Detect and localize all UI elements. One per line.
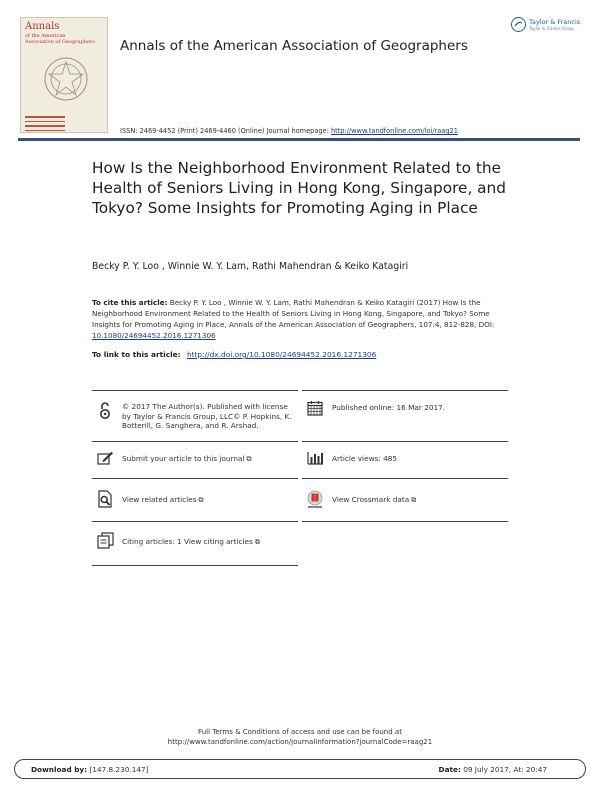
citation-label: To cite this article: [92,298,168,307]
issn-text: ISSN: 2469-4452 (Print) 2469-4460 (Online) Journal homepage: [120,127,329,135]
submit-article-link[interactable] [96,451,296,465]
crossmark-icon [307,490,323,509]
taylor-francis-logo-icon [511,17,526,32]
crossmark-link[interactable] [306,490,506,509]
submit-article-label: Submit your article to this journal [122,454,245,463]
publisher-logo[interactable] [511,17,580,32]
article-doi-link[interactable]: http://dx.doi.org/10.1080/24694452.2016.1271306 [186,350,377,359]
download-by-value: [147.8.230.147] [89,764,149,774]
external-link-icon: ⧉ [246,455,252,463]
info-rule-left-0 [92,390,298,391]
search-document-icon [98,490,112,508]
journal-homepage-link[interactable]: http://www.tandfonline.com/loi/raag21 [330,127,458,135]
info-rule-left-1 [92,441,298,442]
terms-notice [0,727,600,747]
open-access-icon [99,402,111,420]
license-text: © 2017 The Author(s). Published with license by Taylor & Francis Group, LLC© P. Hopkins, K. Botterill, G. Sanghera, and R. Arshad. [122,402,292,430]
edit-icon [97,451,114,465]
citation-block [92,297,512,341]
citing-articles-link[interactable] [96,532,296,549]
terms-line: Full Terms & Conditions of access and use can be found at [198,728,402,736]
header-divider [18,138,580,141]
download-info-bar [14,759,586,779]
article-views-text: Article views: 485 [332,454,398,463]
external-link-icon: ⧉ [411,496,417,504]
bar-chart-icon [307,451,324,465]
info-rule-right-0 [302,390,508,391]
info-rule-right-1 [302,441,508,442]
related-articles-link[interactable] [96,490,296,508]
publisher-sub: Taylor & Francis Group [529,25,574,31]
crossmark-label: View Crossmark data [332,495,410,504]
cover-title: Annals [25,21,60,32]
published-cell [306,400,506,416]
download-date-label: Date: [438,764,461,774]
external-link-icon: ⧉ [198,496,204,504]
published-online-text: Published online: 16 Mar 2017. [332,403,446,412]
journal-cover-thumbnail [20,17,108,133]
publisher-name: Taylor & Francis [529,17,581,26]
article-link-line [92,350,376,359]
cover-subtitle: of the American Association of Geographers [25,33,95,45]
citing-articles-icon [97,532,114,549]
info-rule-right-2 [302,478,508,479]
article-authors: Becky P. Y. Loo , Winnie W. Y. Lam, Rathi Mahendran & Keiko Katagiri [92,261,409,272]
citation-text: Becky P. Y. Loo , Winnie W. Y. Lam, Rathi Mahendran & Keiko Katagiri (2017) How Is the Neighborhood Environment Related to the Health of Seniors Living in Hong Kong, Singapore, and Tokyo? Some Insights for Promoting Aging in Place, Annals of the American Association of Geographers, 107:4, 812-828, DOI: [92,298,495,329]
article-title: How Is the Neighborhood Environment Related to the Health of Seniors Living in Hong Kong, Singapore, and Tokyo? Some Insights for Promoting Aging in Place [92,159,506,217]
info-rule-left-3 [92,521,298,522]
article-link-label: To link to this article: [92,350,181,359]
info-rule-right-3 [302,521,508,522]
external-link-icon: ⧉ [254,538,260,546]
issn-line [120,127,458,135]
download-date-value: 09 July 2017, At: 20:47 [463,764,547,774]
info-rule-left-4 [92,565,298,566]
calendar-icon [307,400,323,416]
cover-lines [25,116,65,134]
license-cell [96,402,296,431]
citation-doi-link[interactable]: 10.1080/24694452.2016.1271306 [92,331,216,340]
citing-articles-label: Citing articles: 1 View citing articles [122,537,253,546]
download-by-label: Download by: [31,764,88,774]
journal-name: Annals of the American Association of Geographers [120,38,468,54]
terms-url-link[interactable]: http://www.tandfonline.com/action/journalInformation?journalCode=raag21 [167,738,433,746]
article-views-cell [306,451,506,465]
info-rule-left-2 [92,478,298,479]
cover-seal-icon [43,56,89,102]
related-articles-label: View related articles [122,495,197,504]
